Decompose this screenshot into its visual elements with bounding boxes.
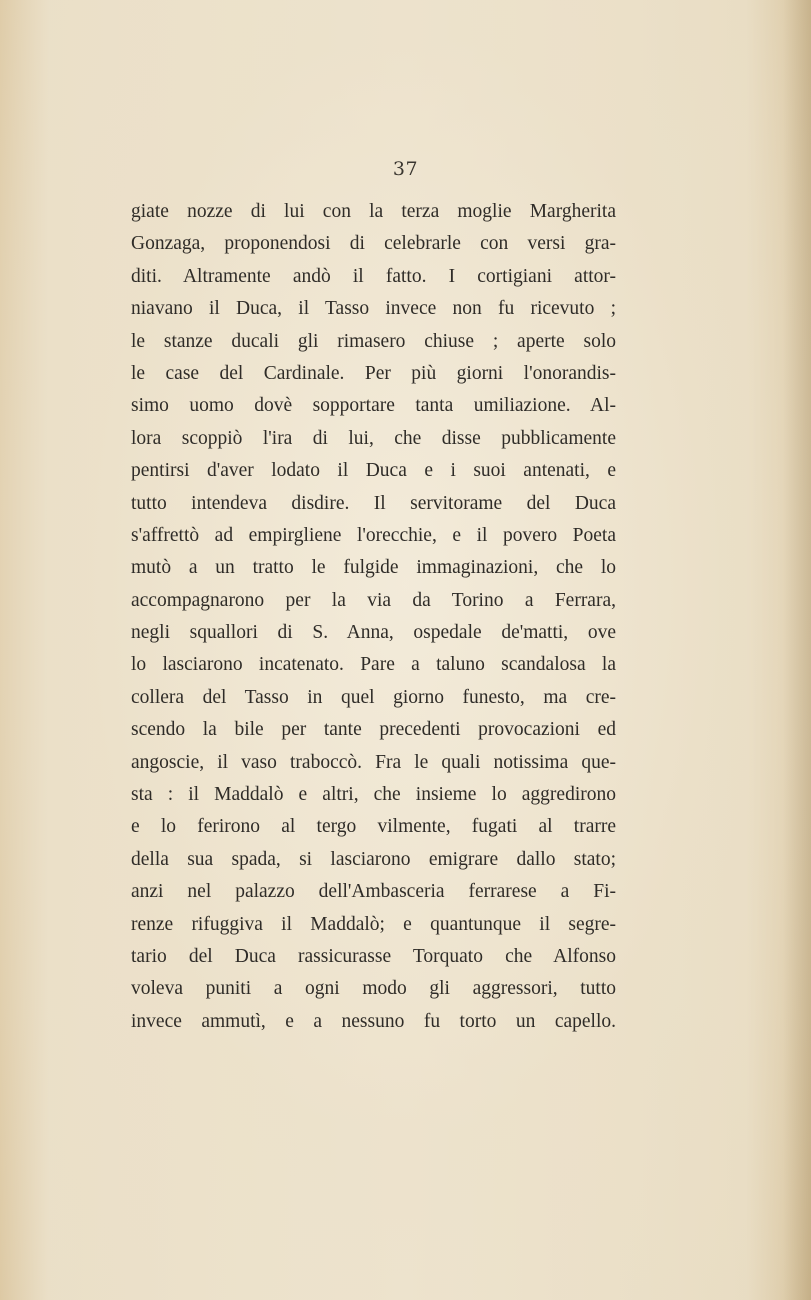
- text-line: angoscie, il vaso traboccò. Fra le quali notissima que-: [131, 751, 616, 773]
- text-line: renze rifuggiva il Maddalò; e quantunque il segre-: [131, 913, 616, 935]
- text-line: lora scoppiò l'ira di lui, che disse pubblicamente: [131, 427, 616, 449]
- text-line: pentirsi d'aver lodato il Duca e i suoi antenati, e: [131, 460, 616, 482]
- text-line: Gonzaga, proponendosi di celebrarle con versi gra-: [131, 233, 616, 255]
- text-line: niavano il Duca, il Tasso invece non fu ricevuto ;: [131, 298, 616, 320]
- body-text: [131, 196, 616, 1038]
- text-line: invece ammutì, e a nessuno fu torto un capello.: [131, 1010, 616, 1032]
- text-line: negli squallori di S. Anna, ospedale de'matti, ove: [131, 622, 616, 644]
- text-line: simo uomo dovè sopportare tanta umiliazione. Al-: [131, 395, 616, 417]
- text-line: le stanze ducali gli rimasero chiuse ; aperte solo: [131, 330, 616, 352]
- text-line: s'affrettò ad empirgliene l'orecchie, e il povero Poeta: [131, 524, 616, 546]
- text-line: le case del Cardinale. Per più giorni l'onorandis-: [131, 362, 616, 384]
- text-line: voleva puniti a ogni modo gli aggressori, tutto: [131, 978, 616, 1000]
- text-line: giate nozze di lui con la terza moglie Margherita: [131, 201, 616, 222]
- text-line: scendo la bile per tante precedenti provocazioni ed: [131, 719, 616, 741]
- text-line: mutò a un tratto le fulgide immaginazioni, che lo: [131, 557, 616, 579]
- page-edge-shadow: [783, 0, 811, 1300]
- text-line: diti. Altramente andò il fatto. I cortigiani attor-: [131, 265, 616, 287]
- text-line: tutto intendeva disdire. Il servitorame del Duca: [131, 492, 616, 514]
- text-line: sta : il Maddalò e altri, che insieme lo aggredirono: [131, 784, 616, 806]
- text-line: accompagnarono per la via da Torino a Ferrara,: [131, 589, 616, 611]
- text-line: anzi nel palazzo dell'Ambasceria ferrarese a Fi-: [131, 881, 616, 903]
- page-number: 37: [392, 158, 419, 180]
- text-line: e lo ferirono al tergo vilmente, fugati al trarre: [131, 816, 616, 838]
- text-line: lo lasciarono incatenato. Pare a taluno scandalosa la: [131, 654, 616, 676]
- text-line: tario del Duca rassicurasse Torquato che Alfonso: [131, 945, 616, 967]
- text-line: della sua spada, si lasciarono emigrare dallo stato;: [131, 848, 616, 870]
- text-line: collera del Tasso in quel giorno funesto, ma cre-: [131, 686, 616, 708]
